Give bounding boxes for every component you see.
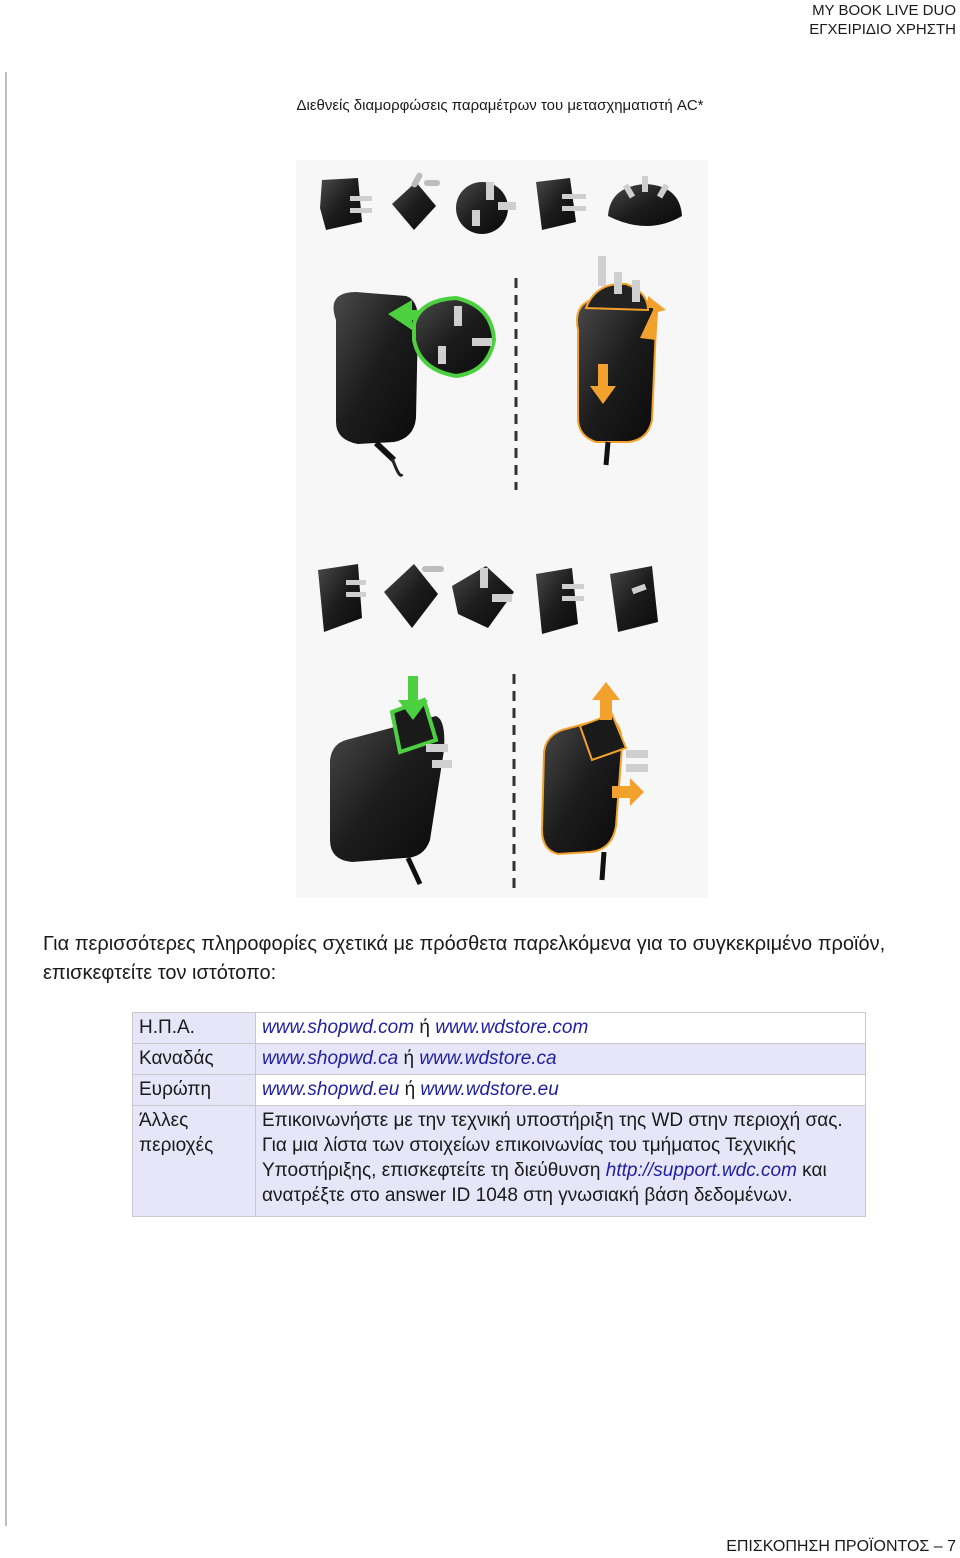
table-row-usa bbox=[133, 1013, 866, 1044]
store-links-table bbox=[132, 1012, 866, 1217]
store-links-cell bbox=[256, 1075, 866, 1106]
page-footer: ΕΠΙΣΚΟΠΗΣΗ ΠΡΟΪΟΝΤΟΣ – 7 bbox=[726, 1538, 956, 1555]
shopwd-link[interactable]: www.shopwd.com bbox=[262, 1017, 415, 1038]
table-row-canada bbox=[133, 1044, 866, 1075]
header-product-name: MY BOOK LIVE DUO bbox=[812, 2, 956, 19]
region-label: Ευρώπη bbox=[133, 1075, 256, 1106]
adapter-plug-diagram bbox=[296, 160, 708, 898]
support-link[interactable]: http://support.wdc.com bbox=[605, 1160, 797, 1181]
region-label: Η.Π.Α. bbox=[133, 1013, 256, 1044]
support-info-cell bbox=[256, 1106, 866, 1217]
figure-caption: Διεθνείς διαμορφώσεις παραμέτρων του μετασχηματιστή AC* bbox=[296, 97, 704, 114]
running-header bbox=[809, 1, 956, 39]
wdstore-link[interactable]: www.wdstore.ca bbox=[419, 1048, 557, 1069]
accessories-intro-paragraph: Για περισσότερες πληροφορίες σχετικά με πρόσθετα παρελκόμενα για το συγκεκριμένο προϊόν, επισκεφτείτε τον ιστότοπο: bbox=[43, 933, 886, 984]
support-text: Επικοινωνήστε με την τεχνική υποστήριξη της WD στην περιοχή σας. Για μια λίστα των στοιχείων επικοινωνίας του τμήματος Τεχνικής Υποστήριξης, επισκεφτείτε τη διεύθυνση bbox=[262, 1110, 843, 1181]
wdstore-link[interactable]: www.wdstore.eu bbox=[420, 1079, 559, 1100]
support-text-end: και ανατρέξτε στο answer ID 1048 στη γνωσιακή βάση δεδομένων. bbox=[262, 1160, 827, 1206]
region-label: Άλλες περιοχές bbox=[133, 1106, 256, 1217]
store-links-cell bbox=[256, 1013, 866, 1044]
header-manual-title: ΕΓΧΕΙΡΙΔΙΟ ΧΡΗΣΤΗ bbox=[809, 21, 956, 38]
region-label: Καναδάς bbox=[133, 1044, 256, 1075]
table-row-other-regions bbox=[133, 1106, 866, 1217]
wdstore-link[interactable]: www.wdstore.com bbox=[435, 1017, 589, 1038]
or-separator: ή bbox=[399, 1079, 421, 1100]
ac-adapter-illustration bbox=[296, 160, 708, 898]
plug-cn-icon bbox=[610, 566, 658, 632]
or-separator: ή bbox=[414, 1017, 436, 1038]
shopwd-link[interactable]: www.shopwd.ca bbox=[262, 1048, 399, 1069]
or-separator: ή bbox=[398, 1048, 420, 1069]
margin-rule bbox=[5, 72, 7, 1526]
shopwd-link[interactable]: www.shopwd.eu bbox=[262, 1079, 400, 1100]
store-links-cell bbox=[256, 1044, 866, 1075]
plug-uk-highlighted-icon bbox=[414, 298, 494, 376]
table-row-europe bbox=[133, 1075, 866, 1106]
